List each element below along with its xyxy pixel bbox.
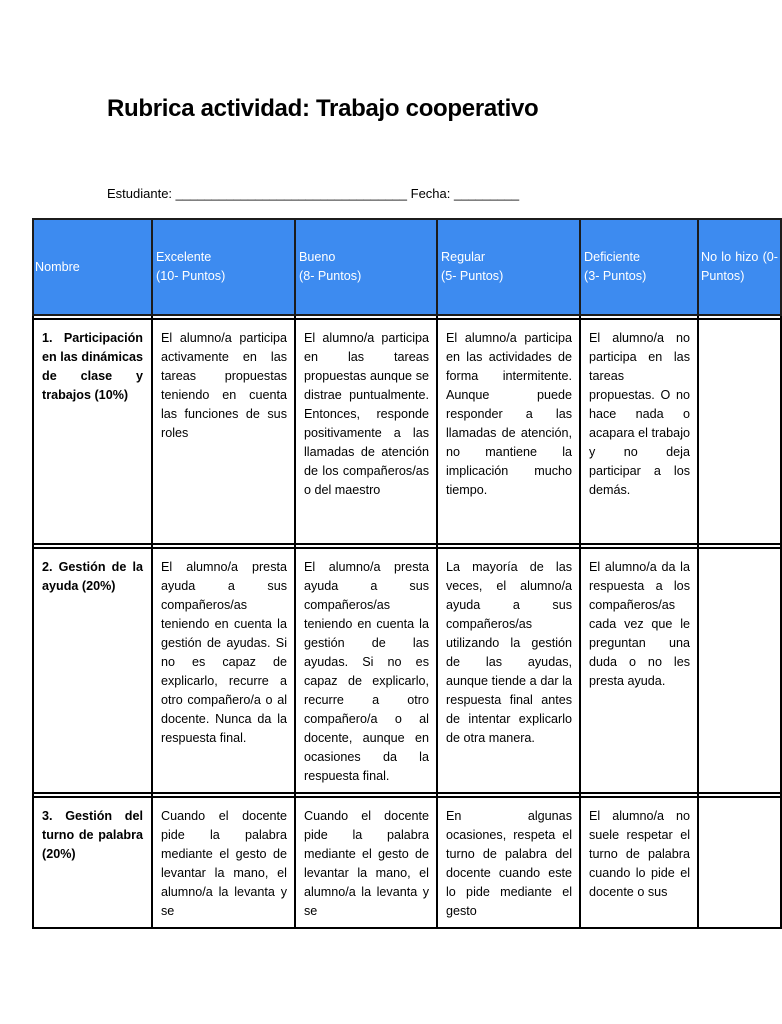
header-bueno-label: Bueno xyxy=(299,250,336,264)
regular-text: En algunas ocasiones, respeta el turno de palabra del docente cuando este lo pide mediante el gesto xyxy=(438,796,579,921)
no-hizo-text xyxy=(699,318,780,329)
excelente-cell xyxy=(152,544,295,793)
bueno-cell xyxy=(295,544,437,793)
deficiente-cell xyxy=(580,793,698,928)
deficiente-text: El alumno/a no participa en las tareas propuestas. O no hace nada o acapara el trabajo y no deja participar a los demás. xyxy=(581,318,697,500)
excelente-cell xyxy=(152,793,295,928)
header-excelente-label: Excelente xyxy=(156,250,212,264)
regular-text: El alumno/a participa en las actividades de forma intermitente. Aunque puede responder a las llamadas de atención, no mantiene la implicación mucho tiempo. xyxy=(438,318,579,500)
excelente-text: Cuando el docente pide la palabra mediante el gesto de levantar la mano, el alumno/a la levanta y se xyxy=(153,796,294,921)
header-excelente-points: (10- Puntos) xyxy=(156,269,226,283)
no-hizo-text xyxy=(699,547,780,558)
criterion-text: 1. Participación en las dinámicas de clase y trabajos (10%) xyxy=(34,318,151,405)
rubric-table xyxy=(32,218,782,929)
bueno-cell xyxy=(295,315,437,544)
deficiente-cell xyxy=(580,315,698,544)
header-regular-points: (5- Puntos) xyxy=(441,269,504,283)
excelente-cell xyxy=(152,315,295,544)
deficiente-text: El alumno/a da la respuesta a los compañeros/as cada vez que le preguntan una duda o no les presta ayuda. xyxy=(581,547,697,691)
criterion-cell xyxy=(33,544,152,793)
criterion-cell xyxy=(33,315,152,544)
deficiente-text: El alumno/a no suele respetar el turno de palabra cuando lo pide el docente o sus xyxy=(581,796,697,902)
header-deficiente-points: (3- Puntos) xyxy=(584,269,647,283)
header-nombre xyxy=(33,219,152,315)
regular-text: La mayoría de las veces, el alumno/a ayuda a sus compañeros/as utilizando la gestión de las ayudas, aunque tiende a dar la respuesta final antes de intentar explicarlo de otra manera. xyxy=(438,547,579,748)
criterion-text: 2. Gestión de la ayuda (20%) xyxy=(34,547,151,596)
criterion-cell xyxy=(33,793,152,928)
excelente-text: El alumno/a presta ayuda a sus compañeros/as teniendo en cuenta la gestión de ayudas. Si no es capaz de explicarlo, recurre a otro compañero/a o al docente. Nunca da la respuesta final. xyxy=(153,547,294,748)
header-no-hizo-label: No lo hizo xyxy=(701,250,759,264)
header-regular xyxy=(437,219,580,315)
header-no-hizo-points: (0- Puntos) xyxy=(701,250,778,283)
header-regular-label: Regular xyxy=(441,250,486,264)
page-title: Rubrica actividad: Trabajo cooperativo xyxy=(107,95,539,122)
regular-cell xyxy=(437,793,580,928)
header-nombre-label: Nombre xyxy=(35,259,80,274)
no-hizo-cell xyxy=(698,793,781,928)
bueno-text: El alumno/a presta ayuda a sus compañeros/as teniendo en cuenta la gestión de las ayudas. Si no es capaz de explicarlo, recurre a otro compañero/a o al docente, aunque en ocasiones da la respuesta final. xyxy=(296,547,436,786)
header-deficiente xyxy=(580,219,698,315)
header-deficiente-label: Deficiente xyxy=(584,250,641,264)
bueno-text: El alumno/a participa en las tareas propuestas aunque se distrae puntualmente. Entonces, responde positivamente a las llamadas de atención de los compañeros/as o del maestro xyxy=(296,318,436,500)
no-hizo-text xyxy=(699,796,780,807)
student-date-line: Estudiante: ________________________________ Fecha: _________ xyxy=(107,186,520,201)
header-bueno-points: (8- Puntos) xyxy=(299,269,362,283)
table-row xyxy=(33,793,781,928)
regular-cell xyxy=(437,544,580,793)
criterion-text: 3. Gestión del turno de palabra (20%) xyxy=(34,796,151,864)
header-row xyxy=(33,219,781,315)
header-no-hizo xyxy=(698,219,781,315)
table-row xyxy=(33,315,781,544)
table-row xyxy=(33,544,781,793)
deficiente-cell xyxy=(580,544,698,793)
header-bueno xyxy=(295,219,437,315)
no-hizo-cell xyxy=(698,544,781,793)
regular-cell xyxy=(437,315,580,544)
no-hizo-cell xyxy=(698,315,781,544)
header-excelente xyxy=(152,219,295,315)
bueno-cell xyxy=(295,793,437,928)
bueno-text: Cuando el docente pide la palabra mediante el gesto de levantar la mano, el alumno/a la levanta y se xyxy=(296,796,436,921)
excelente-text: El alumno/a participa activamente en las tareas propuestas teniendo en cuenta las funciones de sus roles xyxy=(153,318,294,443)
